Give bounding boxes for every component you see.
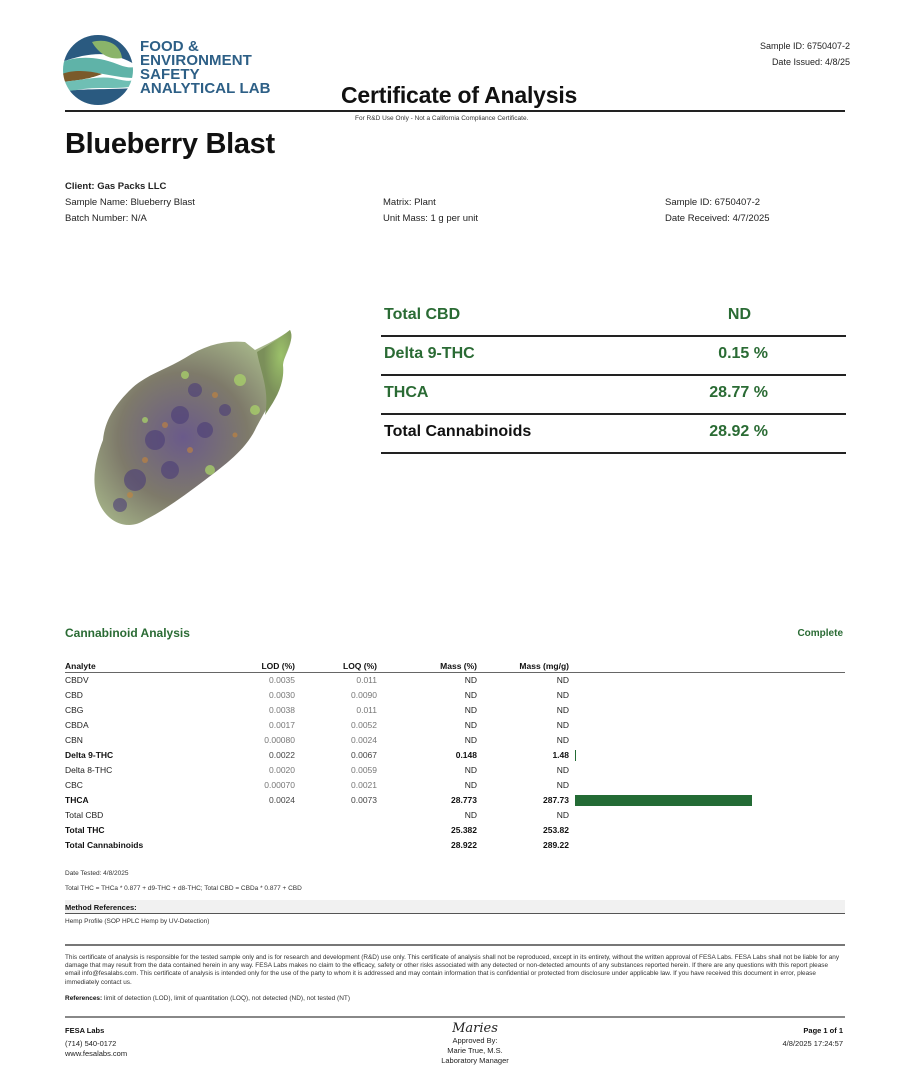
loq-value: 0.0052	[351, 720, 377, 730]
page-number: Page 1 of 1	[803, 1026, 843, 1035]
mass-pct-value: ND	[464, 705, 477, 715]
loq-value: 0.0024	[351, 735, 377, 745]
product-image	[85, 320, 310, 535]
method-reference-item: Hemp Profile (SOP HPLC Hemp by UV-Detection)	[65, 918, 210, 925]
references-label: References:	[65, 995, 103, 1002]
sample-info-left	[65, 179, 195, 227]
analyte-name: CBC	[65, 780, 83, 790]
lab-website[interactable]: www.fesalabs.com	[65, 1049, 128, 1058]
loq-value: 0.0021	[351, 780, 377, 790]
table-row	[65, 703, 845, 718]
matrix: Matrix: Plant	[383, 197, 436, 208]
column-header-loq: LOQ (%)	[343, 661, 377, 671]
sample-info-middle	[383, 195, 478, 227]
summary-label: Total Cannabinoids	[384, 423, 532, 440]
lab-logo	[62, 34, 271, 106]
date-tested: Date Tested: 4/8/2025	[65, 870, 129, 877]
method-references-heading: Method References:	[65, 900, 845, 914]
references-note	[65, 995, 350, 1002]
loq-value: 0.0073	[351, 795, 377, 805]
analyte-name: CBDV	[65, 675, 89, 685]
status-badge: Complete	[797, 628, 843, 639]
references-text: limit of detection (LOD), limit of quantitation (LOQ), not detected (ND), not tested (NT)	[102, 995, 351, 1002]
summary-value: 28.92 %	[709, 423, 768, 440]
mass-mg-value: 1.48	[552, 750, 569, 760]
table-row	[65, 793, 845, 808]
mass-bar	[575, 750, 576, 761]
table-row	[65, 718, 845, 733]
lod-value: 0.0017	[269, 720, 295, 730]
approver-name: Marie True, M.S.	[447, 1046, 503, 1055]
total-formula: Total THC = THCa * 0.877 + d9-THC + d8-THC; Total CBD = CBDa * 0.877 + CBD	[65, 885, 302, 892]
loq-value: 0.011	[356, 675, 377, 685]
analyte-name: CBN	[65, 735, 83, 745]
lod-value: 0.00070	[264, 780, 295, 790]
lab-name: FESA Labs	[65, 1026, 105, 1035]
analyte-name: THCA	[65, 795, 89, 805]
analyte-name: CBD	[65, 690, 83, 700]
mass-pct-value: 0.148	[455, 750, 477, 760]
table-row	[65, 748, 845, 763]
mass-pct-value: ND	[464, 675, 477, 685]
summary-label: Delta 9-THC	[384, 345, 475, 362]
date-issued: Date Issued: 4/8/25	[771, 57, 850, 67]
signature: Maries	[452, 1021, 498, 1036]
summary-value: 28.77 %	[709, 384, 768, 401]
page-info	[783, 1026, 843, 1049]
potency-summary	[381, 298, 846, 454]
table-row	[65, 808, 845, 823]
lab-phone: (714) 540-0172	[65, 1039, 117, 1048]
summary-row-delta9-thc	[381, 337, 846, 376]
analyte-name: Total THC	[65, 825, 105, 835]
section-title-cannabinoid-analysis: Cannabinoid Analysis	[65, 626, 190, 640]
mass-pct-value: ND	[464, 810, 477, 820]
lod-value: 0.0024	[269, 795, 295, 805]
batch-number: Batch Number: N/A	[65, 213, 147, 224]
mass-mg-value: 289.22	[543, 840, 569, 850]
table-row	[65, 778, 845, 793]
summary-label: Total CBD	[384, 306, 461, 323]
summary-row-thca	[381, 376, 846, 415]
mass-mg-value: ND	[556, 690, 569, 700]
date-received: Date Received: 4/7/2025	[665, 213, 770, 224]
lod-value: 0.0020	[269, 765, 295, 775]
table-row	[65, 733, 845, 748]
mass-mg-value: ND	[556, 720, 569, 730]
mass-mg-value: ND	[556, 810, 569, 820]
analyte-name: Total CBD	[65, 810, 104, 820]
lod-value: 0.00080	[264, 735, 295, 745]
table-row	[65, 673, 845, 688]
mass-pct-value: ND	[464, 690, 477, 700]
rd-disclaimer: For R&D Use Only - Not a California Compliance Certificate.	[355, 115, 529, 122]
approver-title: Laboratory Manager	[441, 1056, 509, 1065]
table-row	[65, 838, 845, 853]
mass-pct-value: 28.922	[451, 840, 477, 850]
mass-mg-value: 253.82	[543, 825, 569, 835]
approval-block	[400, 1022, 550, 1066]
summary-value: ND	[727, 306, 751, 323]
lod-value: 0.0038	[269, 705, 295, 715]
document-meta	[760, 38, 850, 70]
loq-value: 0.0059	[351, 765, 377, 775]
client-name: Client: Gas Packs LLC	[65, 181, 167, 192]
loq-value: 0.0090	[351, 690, 377, 700]
lab-logo-text: FOOD & ENVIRONMENT SAFETY ANALYTICAL LAB	[140, 38, 271, 97]
analyte-name: Delta 8-THC	[65, 765, 113, 775]
lod-value: 0.0035	[269, 675, 295, 685]
table-header	[65, 659, 845, 673]
lod-value: 0.0022	[269, 750, 295, 760]
mass-bar	[575, 795, 752, 806]
summary-row-total-cannabinoids	[381, 415, 846, 454]
column-header-mass-pct: Mass (%)	[440, 661, 477, 671]
mass-mg-value: ND	[556, 705, 569, 715]
mass-mg-value: ND	[556, 675, 569, 685]
footer-divider	[65, 1016, 845, 1018]
analyte-name: Total Cannabinoids	[65, 840, 144, 850]
mass-pct-value: 28.773	[451, 795, 477, 805]
mass-mg-value: 287.73	[543, 795, 569, 805]
lod-value: 0.0030	[269, 690, 295, 700]
loq-value: 0.0067	[351, 750, 377, 760]
print-timestamp: 4/8/2025 17:24:57	[782, 1039, 843, 1048]
approved-by-label: Approved By:	[452, 1036, 498, 1045]
table-row	[65, 688, 845, 703]
cannabinoid-table	[65, 659, 845, 853]
product-name: Blueberry Blast	[65, 128, 275, 160]
mass-pct-value: ND	[464, 720, 477, 730]
mass-mg-value: ND	[556, 735, 569, 745]
analysis-notes	[65, 866, 302, 896]
loq-value: 0.011	[356, 705, 377, 715]
table-row	[65, 763, 845, 778]
header-divider	[65, 110, 845, 112]
column-header-lod: LOD (%)	[261, 661, 295, 671]
sample-name: Sample Name: Blueberry Blast	[65, 197, 195, 208]
table-row	[65, 823, 845, 838]
analyte-name: Delta 9-THC	[65, 750, 114, 760]
summary-value: 0.15 %	[718, 345, 768, 362]
summary-label: THCA	[384, 384, 429, 401]
sample-info-right	[665, 195, 770, 227]
lab-contact	[65, 1026, 127, 1059]
column-header-mass-mg: Mass (mg/g)	[519, 661, 569, 671]
mass-pct-value: ND	[464, 780, 477, 790]
analyte-name: CBDA	[65, 720, 89, 730]
divider	[65, 944, 845, 946]
lab-logo-icon	[62, 34, 134, 106]
unit-mass: Unit Mass: 1 g per unit	[383, 213, 479, 224]
mass-mg-value: ND	[556, 765, 569, 775]
document-title: Certificate of Analysis	[341, 82, 578, 108]
mass-mg-value: ND	[556, 780, 569, 790]
sample-id: Sample ID: 6750407-2	[759, 41, 850, 51]
analyte-name: CBG	[65, 705, 84, 715]
legal-disclaimer: This certificate of analysis is responsible for the tested sample only and is for research and development (R&D) use only. This certificate of analysis shall not be reproduced, except in its entirety, without the written approval of FESA Labs. FESA Labs shall not be liable for any damage that may result from the data contained herein in any way. FESA Labs makes no claim to the efficacy, safety or other risks associated with any detected or non-detected amounts of any substances reported herein. If there are any questions with this report please email info@fesalabs.com. This certificate of analysis is intended only for the use of the party to whom it is addressed and may contain information that is confidential or protected from disclosure under applicable law. If you have received this document in error, please immediately contact us.	[65, 954, 840, 986]
summary-row-total-cbd	[381, 298, 846, 337]
sample-id-detail: Sample ID: 6750407-2	[665, 197, 761, 208]
mass-pct-value: 25.382	[451, 825, 477, 835]
mass-pct-value: ND	[464, 765, 477, 775]
column-header-analyte: Analyte	[65, 661, 96, 671]
mass-pct-value: ND	[464, 735, 477, 745]
